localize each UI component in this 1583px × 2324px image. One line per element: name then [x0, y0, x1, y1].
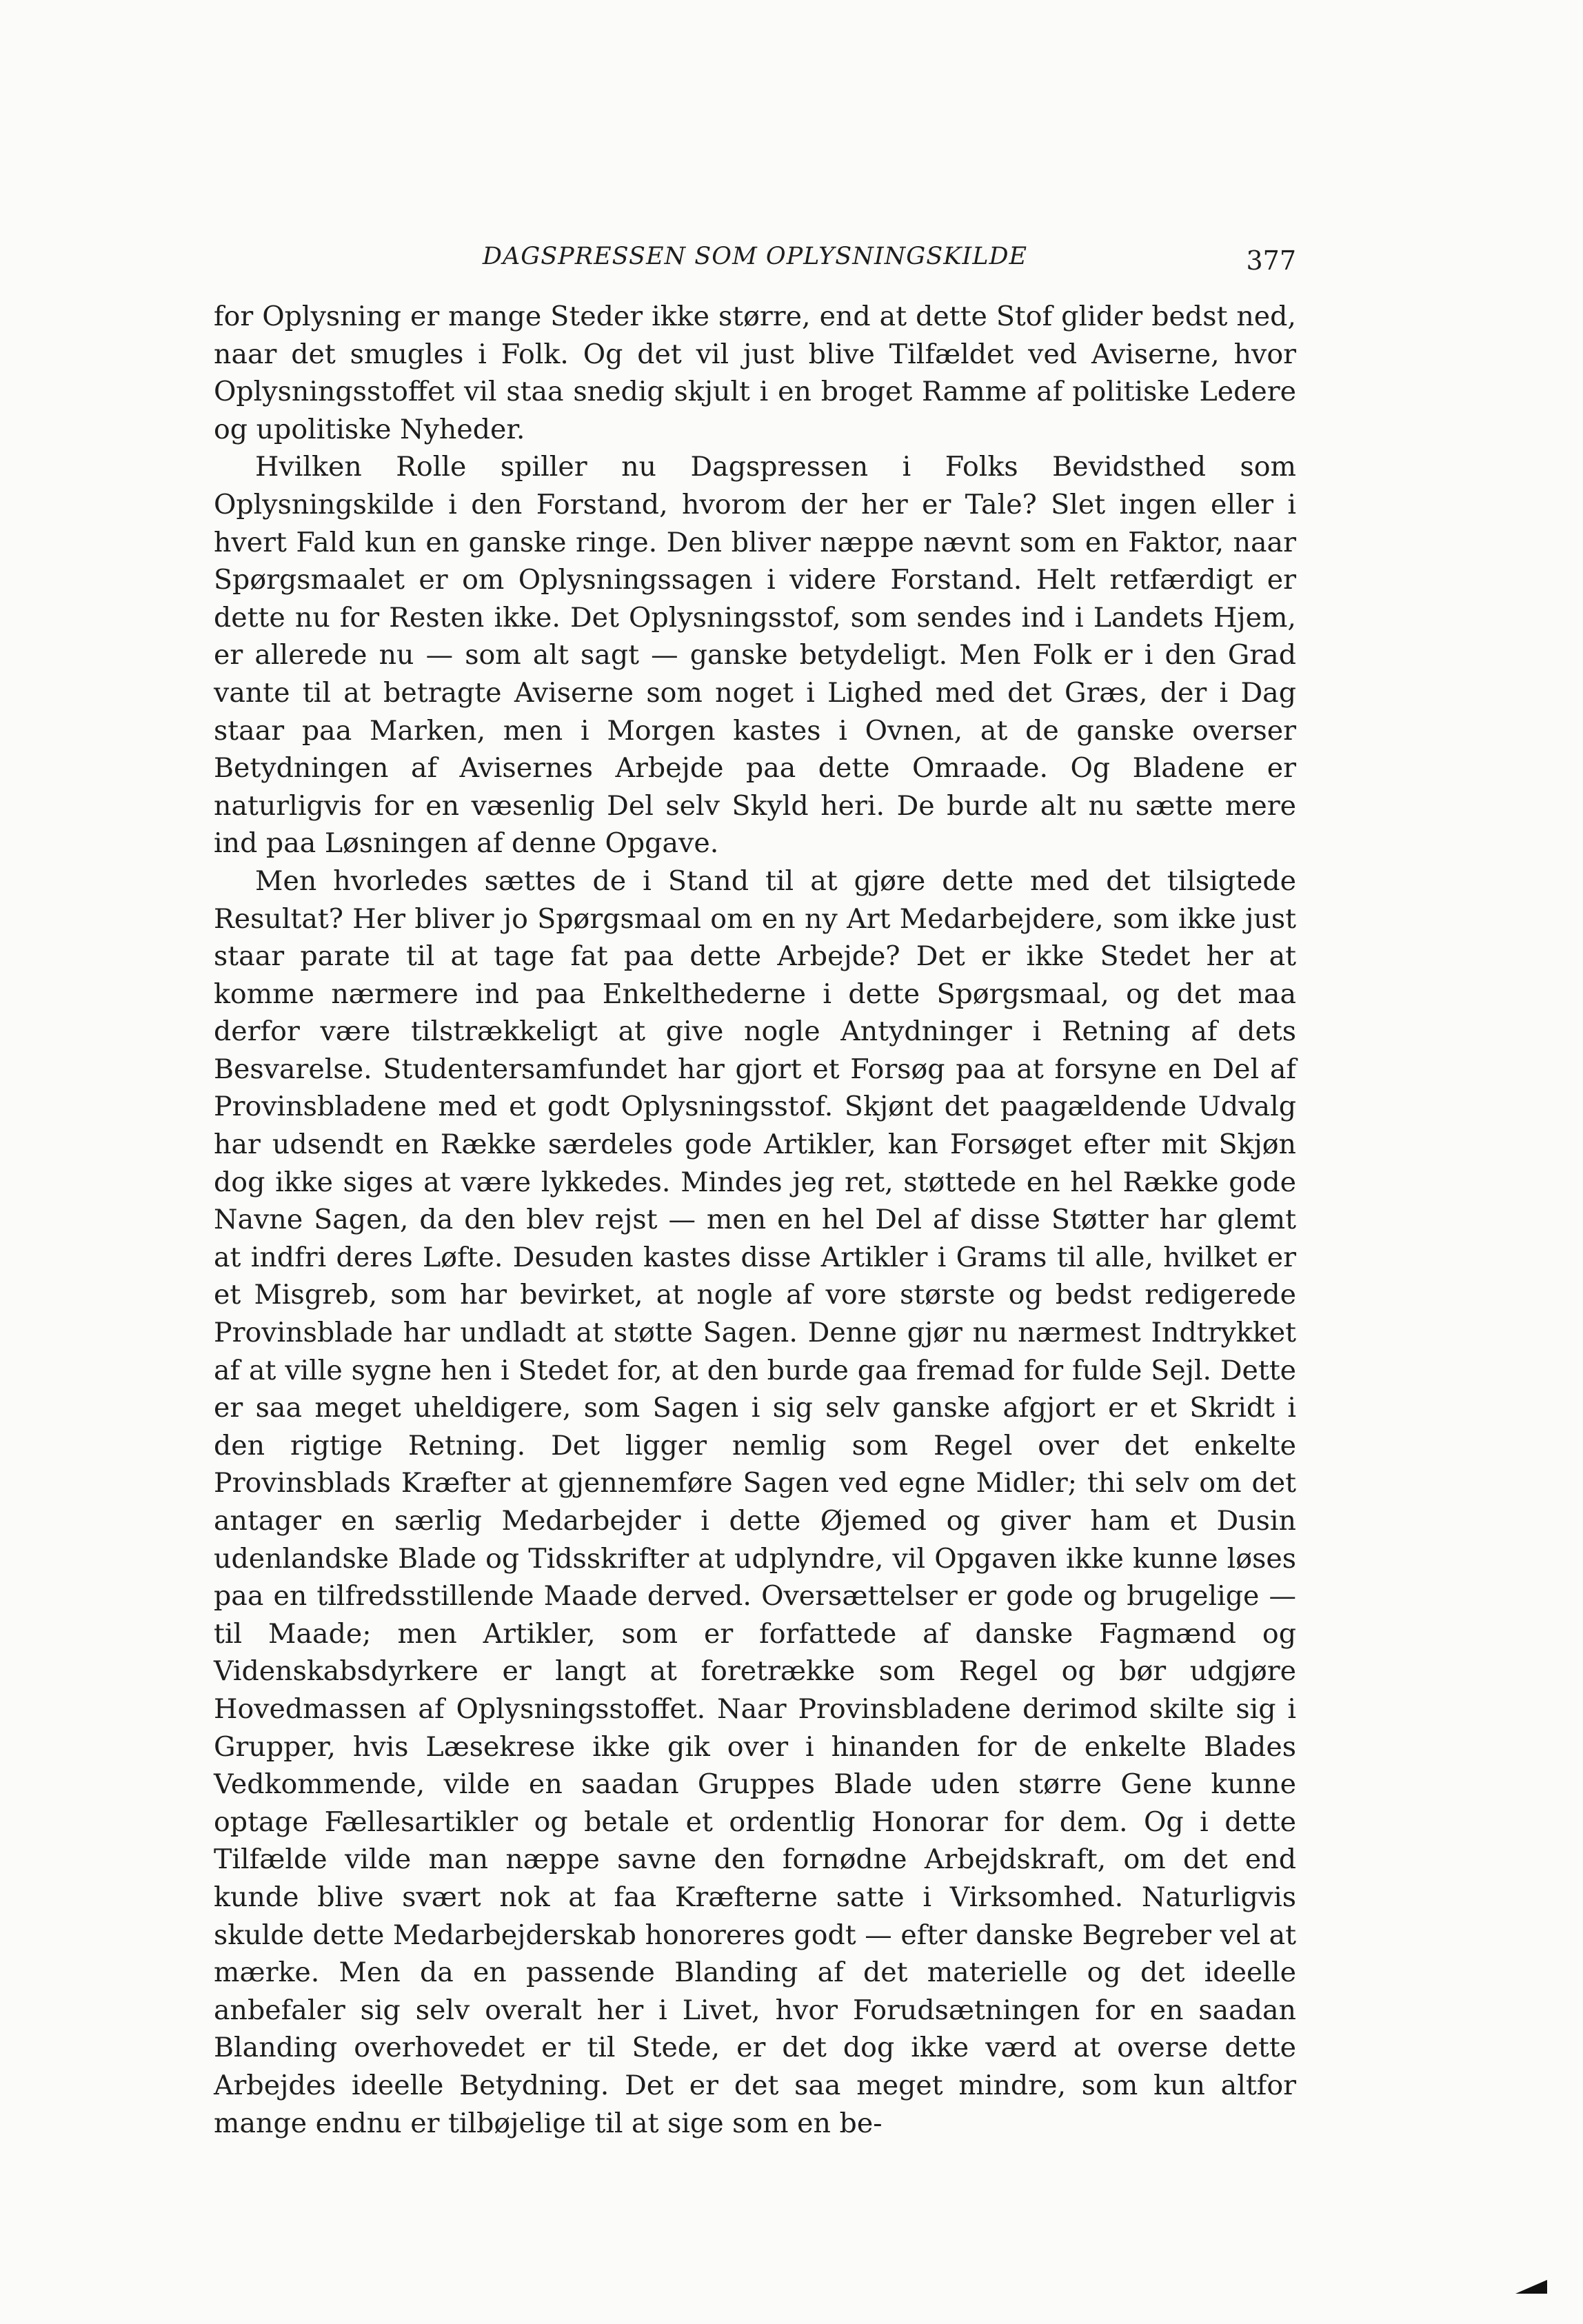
running-title: DAGSPRESSEN SOM OPLYSNINGSKILDE — [482, 243, 1028, 270]
paragraph: for Oplysning er mange Steder ikke større, end at dette Stof glider bedst ned, naar det smugles i Folk. Og det vil just blive Tilfældet ved Aviserne, hvor Oplysningsstoffet vil staa snedig skjult i en broget Ramme af politiske Ledere og upolitiske Nyheder. — [214, 301, 1296, 445]
paragraph: Hvilken Rolle spiller nu Dagspressen i Folks Bevidsthed som Oplysningskilde i den Forstand, hvorom der her er Tale? Slet ingen eller i hvert Fald kun en ganske ringe. Den bliver næppe nævnt som en Faktor, naar Spørgsmaalet er om Oplysningssagen i videre Forstand. Helt retfærdigt er dette nu for Resten ikke. Det Oplysningsstof, som sendes ind i Landets Hjem, er allerede nu — som alt sagt — ganske betydeligt. Men Folk er i den Grad vante til at betragte Aviserne som noget i Lighed med det Græs, der i Dag staar paa Marken, men i Morgen kastes i Ovnen, at de ganske overser Betydningen af Avisernes Arbejde paa dette Omraade. Og Bladene er naturligvis for en væsenlig Del selv Skyld heri. De burde alt nu sætte mere ind paa Løsningen af denne Opgave. — [214, 451, 1296, 860]
scan-corner-mark — [1515, 2280, 1547, 2294]
running-header — [214, 234, 1296, 283]
body-text — [214, 298, 1296, 2142]
paragraph: Men hvorledes sættes de i Stand til at gjøre dette med det tilsigtede Resultat? Her bliver jo Spørgsmaal om en ny Art Medarbejdere, som ikke just staar parate til at tage fat paa dette Arbejde? Det er ikke Stedet her at komme nærmere ind paa Enkelthederne i dette Spørgsmaal, og det maa derfor være tilstrækkeligt at give nogle Antydninger i Retning af dets Besvarelse. Studentersamfundet har gjort et Forsøg paa at forsyne en Del af Provinsbladene med et godt Oplysningsstof. Skjønt det paagældende Udvalg har udsendt en Række særdeles gode Artikler, kan Forsøget efter mit Skjøn dog ikke siges at være lykkedes. Mindes jeg ret, støttede en hel Række gode Navne Sagen, da den blev rejst — men en hel Del af disse Støtter har glemt at indfri deres Løfte. Desuden kastes disse Artikler i Grams til alle, hvilket er et Misgreb, som har bevirket, at nogle af vore største og bedst redigerede Provinsblade har undladt at støtte Sagen. Denne gjør nu nærmest Indtrykket af at ville sygne hen i Stedet for, at den burde gaa fremad for fulde Sejl. Dette er saa meget uheldigere, som Sagen i sig selv ganske afgjort er et Skridt i den rigtige Retning. Det ligger nemlig som Regel over det enkelte Provinsblads Kræfter at gjennemføre Sagen ved egne Midler; thi selv om det antager en særlig Medarbejder i dette Øjemed og giver ham et Dusin udenlandske Blade og Tidsskrifter at udplyndre, vil Opgaven ikke kunne løses paa en tilfredsstillende Maade derved. Oversættelser er gode og brugelige — til Maade; men Artikler, som er forfattede af danske Fagmænd og Videnskabsdyrkere er langt at foretrække som Regel og bør udgjøre Hovedmassen af Oplysningsstoffet. Naar Provinsbladene derimod skilte sig i Grupper, hvis Læsekrese ikke gik over i hinanden for de enkelte Blades Vedkommende, vilde en saadan Gruppes Blade uden større Gene kunne optage Fællesartikler og betale et ordentlig Honorar for dem. Og i dette Tilfælde vilde man næppe savne den fornødne Arbejdskraft, om det end kunde blive svært nok at faa Kræfterne satte i Virksomhed. Naturligvis skulde dette Medarbejderskab honoreres godt — efter danske Begreber vel at mærke. Men da en passende Blanding af det materielle og det ideelle anbefaler sig selv overalt her i Livet, hvor Forudsætningen for en saadan Blanding overhovedet er til Stede, er det dog ikke værd at overse dette Arbejdes ideelle Betydning. Det er det saa meget mindre, som kun altfor mange endnu er tilbøjelige til at sige som en be- — [214, 865, 1296, 2139]
page-number: 377 — [1246, 245, 1296, 276]
